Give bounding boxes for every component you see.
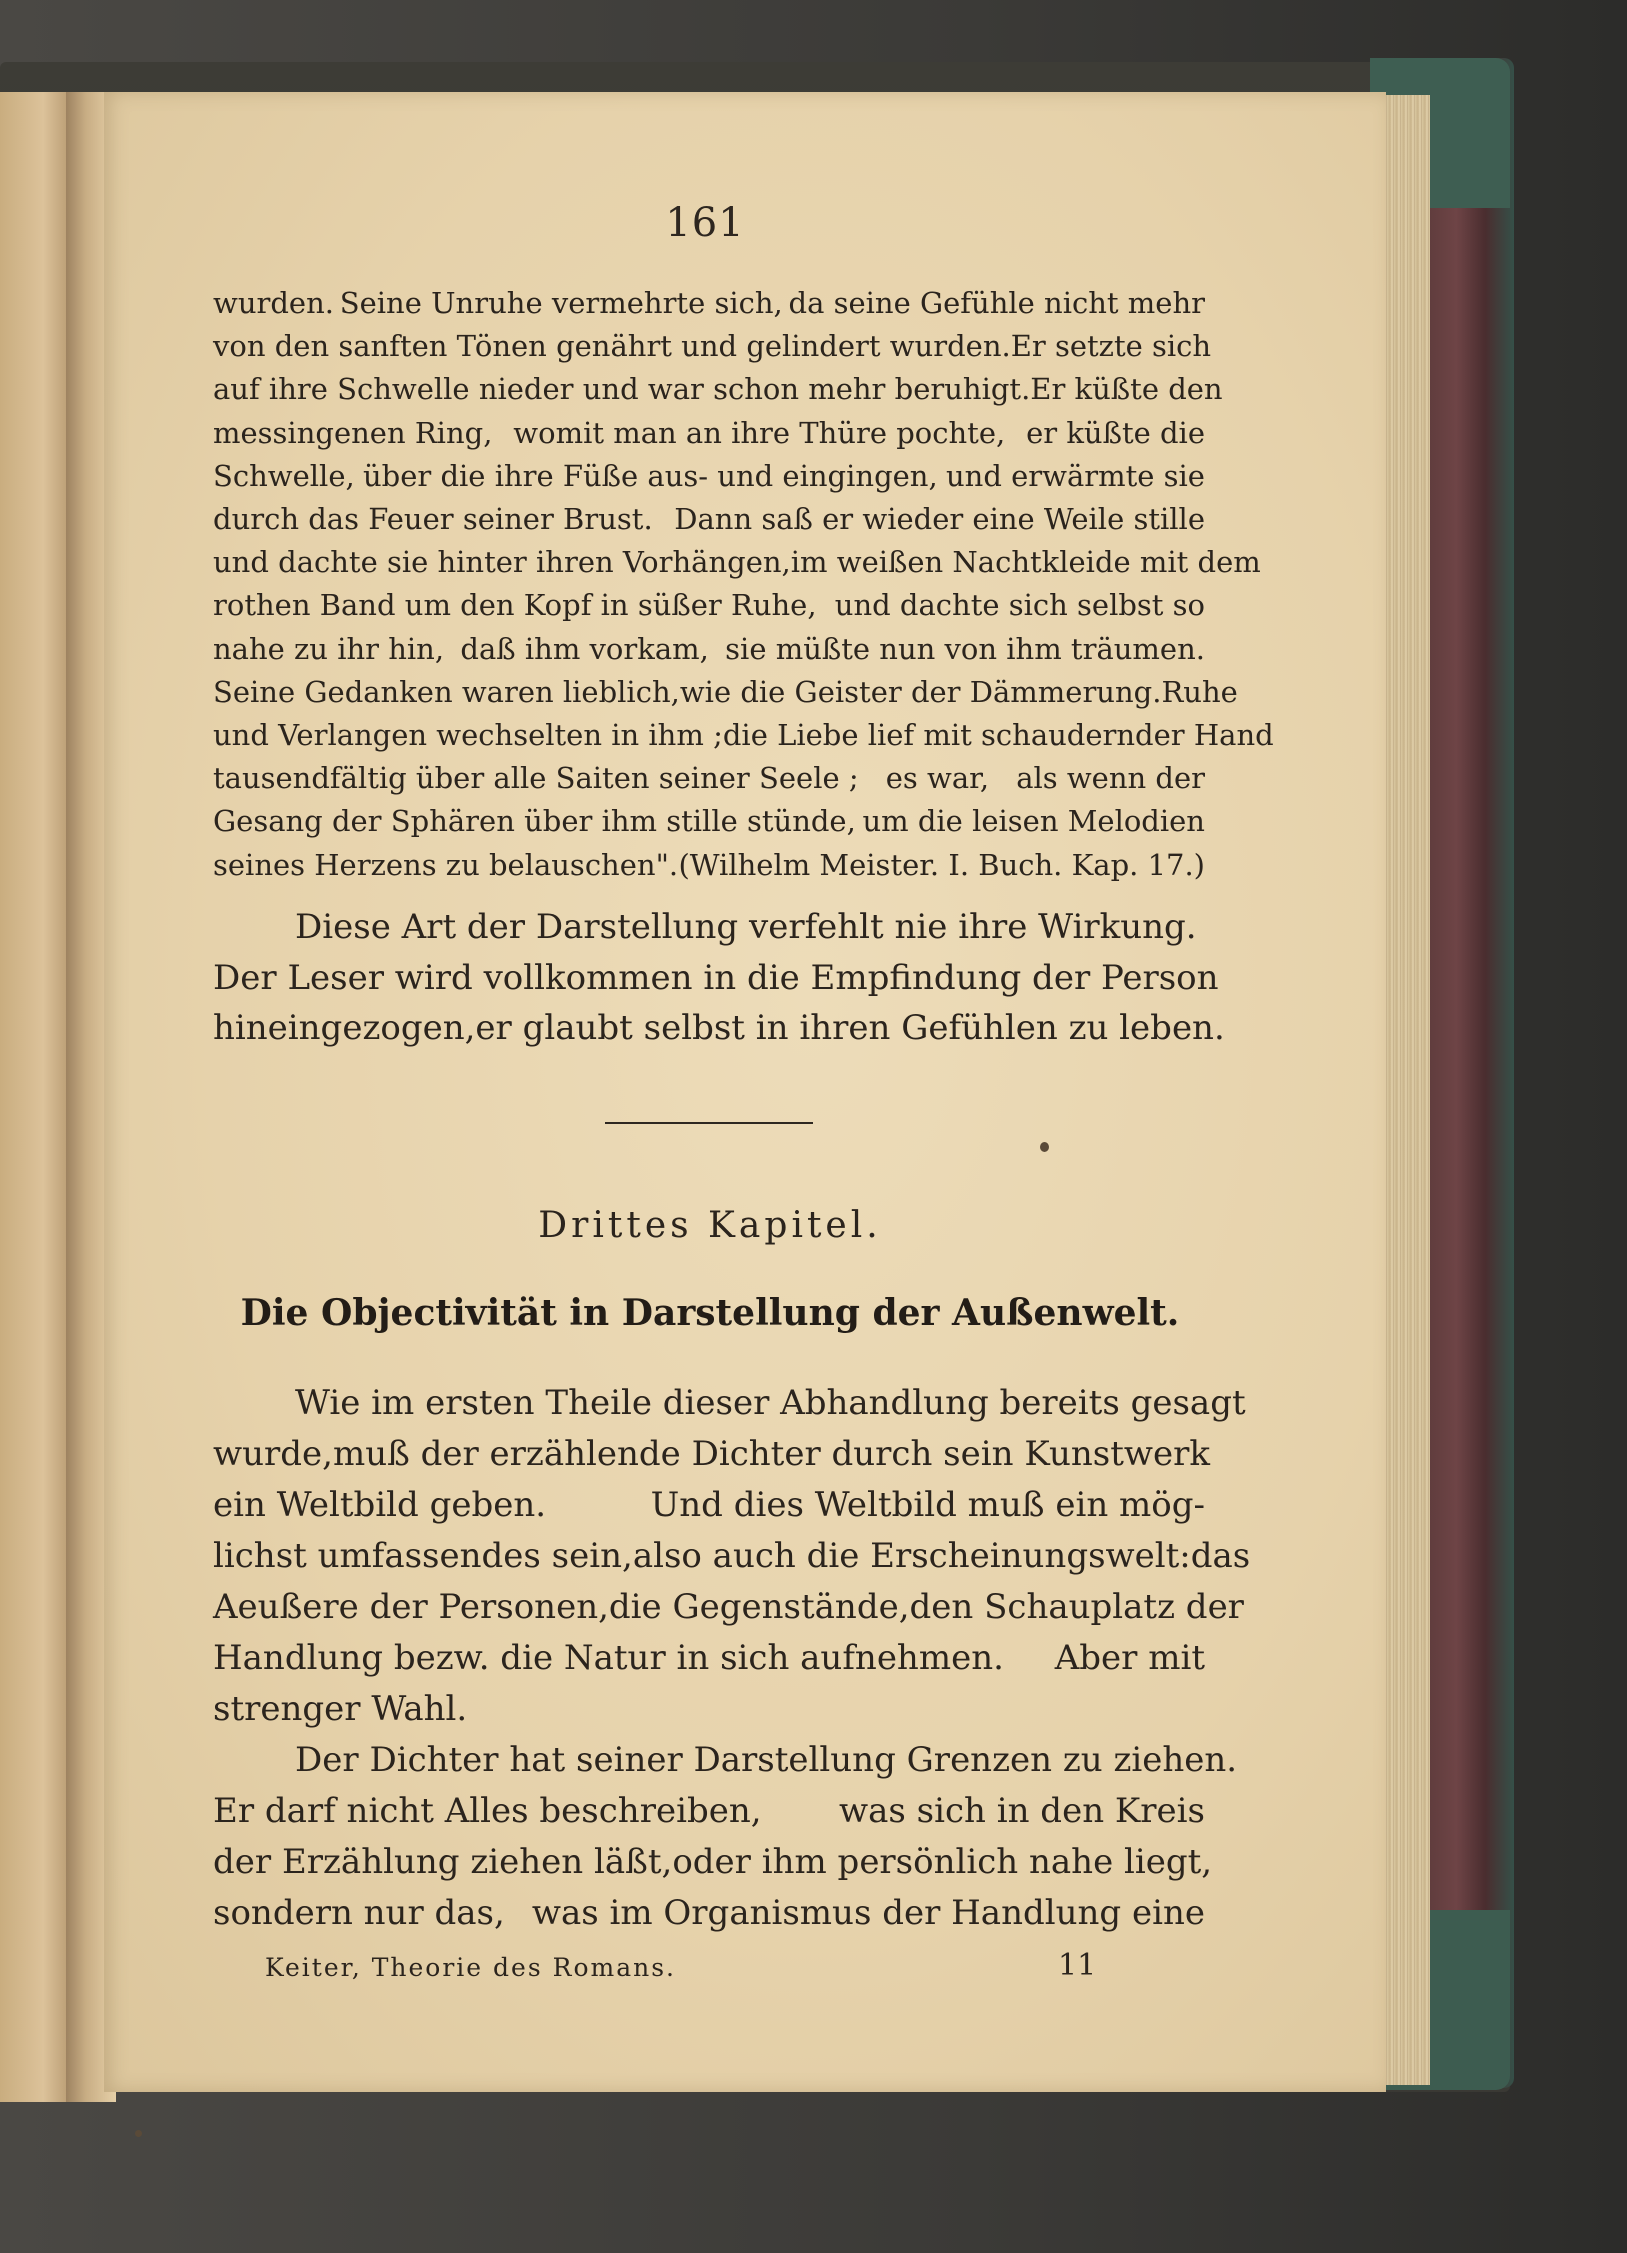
text-segment: rothen Band um den Kopf in süßer Ruhe, [213,588,817,623]
running-footer-title: Keiter, Theorie des Romans. [265,1953,676,1982]
paragraph-1 [213,902,1225,1054]
text-line [213,1786,1205,1837]
text-line [213,1735,1238,1786]
page-edges [1380,95,1430,2085]
text-segment: Ruhe [1161,674,1238,709]
text-line [213,1633,1205,1684]
text-segment: Er darf nicht Alles beschreiben, [213,1791,762,1831]
previous-page-edge [0,92,72,2102]
paper-speck [1040,1142,1049,1152]
text-segment: es war, [885,761,990,796]
text-line [213,844,1205,887]
text-segment: und Verlangen wechselten in ihm ; [213,718,723,753]
text-segment: Er küßte den [1030,372,1223,407]
text-segment: hineingezogen, [213,1008,476,1048]
text-line [213,1582,1244,1633]
text-line [213,1531,1251,1582]
text-segment: Seine Unruhe vermehrte sich, [339,286,783,320]
text-line [213,584,1205,627]
text-segment: von den sanften Tönen genährt und gelindert wurden. [213,329,1011,364]
text-segment: Aeußere der Personen, [213,1587,609,1627]
text-line [213,325,1212,368]
text-segment: lichst umfassendes sein, [213,1536,633,1576]
text-segment: Der Dichter hat seiner Darstellung Grenzen zu ziehen. [295,1740,1238,1780]
text-segment: da seine Gefühle nicht mehr [788,286,1205,320]
text-segment: Diese Art der Darstellung verfehlt nie ihre Wirkung. [295,907,1197,947]
text-segment: um die leisen Melodien [862,804,1205,839]
text-segment: Und dies Weltbild muß ein mög- [650,1485,1205,1525]
text-segment: der Erzählung ziehen läßt, [213,1842,673,1882]
text-segment: Der Leser wird vollkommen in die Empfindung der Person [213,957,1219,998]
text-segment: muß der erzählende Dichter durch sein Kunstwerk [332,1434,1210,1474]
text-segment: wurden. [213,286,334,320]
text-segment: auf ihre Schwelle nieder und war schon mehr beruhigt. [213,372,1031,407]
text-segment: und erwärmte sie [945,458,1205,493]
text-segment: über die ihre Füße aus- und eingingen, [362,458,938,493]
text-segment: tausendfältig über alle Saiten seiner Seele ; [213,761,859,796]
paragraph-2 [213,1378,1251,1939]
text-segment: sie müßte nun von ihm träumen. [725,631,1205,666]
text-segment: oder ihm persönlich nahe liegt, [672,1842,1213,1882]
text-segment: im weißen Nachtkleide mit dem [790,545,1261,580]
text-line [213,455,1205,498]
text-segment: daß ihm vorkam, [460,631,709,666]
text-line [213,1378,1246,1429]
text-line [213,368,1223,411]
text-line [213,757,1205,800]
text-segment: seines Herzens zu belauschen". [213,847,679,882]
chapter-heading: Drittes Kapitel. [538,1205,882,1246]
signature-number: 11 [1058,1948,1097,1983]
text-segment: das [1190,1536,1251,1576]
text-line [213,282,1205,325]
text-segment: wurde, [213,1434,333,1474]
section-divider [605,1122,813,1124]
text-line [213,541,1261,584]
page-number: 161 [665,200,745,246]
text-segment: was sich in den Kreis [839,1791,1205,1831]
text-line [213,1888,1205,1939]
text-line [213,1003,1225,1054]
text-segment: nahe zu ihr hin, [213,631,445,666]
text-segment: die Liebe lief mit schaudernder Hand [722,718,1274,753]
text-segment: wie die Geister der Dämmerung. [679,674,1162,709]
text-segment: womit man an ihre Thüre pochte, [513,415,1006,450]
paper-speck [135,2130,142,2137]
text-line [213,628,1205,671]
text-segment: den Schauplatz der [909,1587,1244,1627]
text-segment: Dann saß er wieder eine Weile stille [674,502,1205,537]
text-line [213,1480,1205,1531]
text-segment: Gesang der Sphären über ihm stille stünde, [213,804,856,839]
text-line [213,671,1238,714]
text-segment: Er setzte sich [1010,329,1212,364]
text-segment: Seine Gedanken waren lieblich, [213,674,680,709]
text-line [213,498,1205,541]
text-segment: ein Weltbild geben. [213,1485,547,1525]
text-segment: strenger Wahl. [213,1689,468,1729]
text-line [213,1429,1210,1480]
text-line [213,953,1219,1004]
text-line [213,1837,1213,1888]
text-segment: Handlung bezw. die Natur in sich aufnehmen. [213,1638,1004,1678]
text-segment: Wie im ersten Theile dieser Abhandlung bereits gesagt [295,1383,1246,1423]
text-segment: durch das Feuer seiner Brust. [213,502,653,537]
text-segment: Aber mit [1054,1638,1205,1678]
text-segment: was im Organismus der Handlung eine [531,1893,1205,1933]
text-segment: er küßte die [1026,415,1205,450]
text-segment: und dachte sich selbst so [834,588,1205,623]
text-line [213,800,1205,843]
text-segment: (Wilhelm Meister. I. Buch. Kap. 17.) [678,847,1205,882]
text-segment: und dachte sie hinter ihren Vorhängen, [213,545,791,580]
book-cover-edge [1418,58,1514,2088]
text-line [213,1684,1205,1735]
text-segment: die Gegenstände, [608,1587,910,1627]
text-segment: Schwelle, [213,458,355,493]
text-segment: er glaubt selbst in ihren Gefühlen zu leben. [475,1008,1225,1048]
quote-block [213,282,1274,887]
text-segment: sondern nur das, [213,1893,505,1933]
text-segment: als wenn der [1016,761,1205,796]
text-line [213,714,1274,757]
text-segment: messingenen Ring, [213,415,493,450]
text-line [213,412,1205,455]
section-title: Die Objectivität in Darstellung der Außenwelt. [240,1292,1180,1334]
text-line [213,902,1205,953]
text-segment: also auch die Erscheinungswelt: [632,1536,1191,1576]
